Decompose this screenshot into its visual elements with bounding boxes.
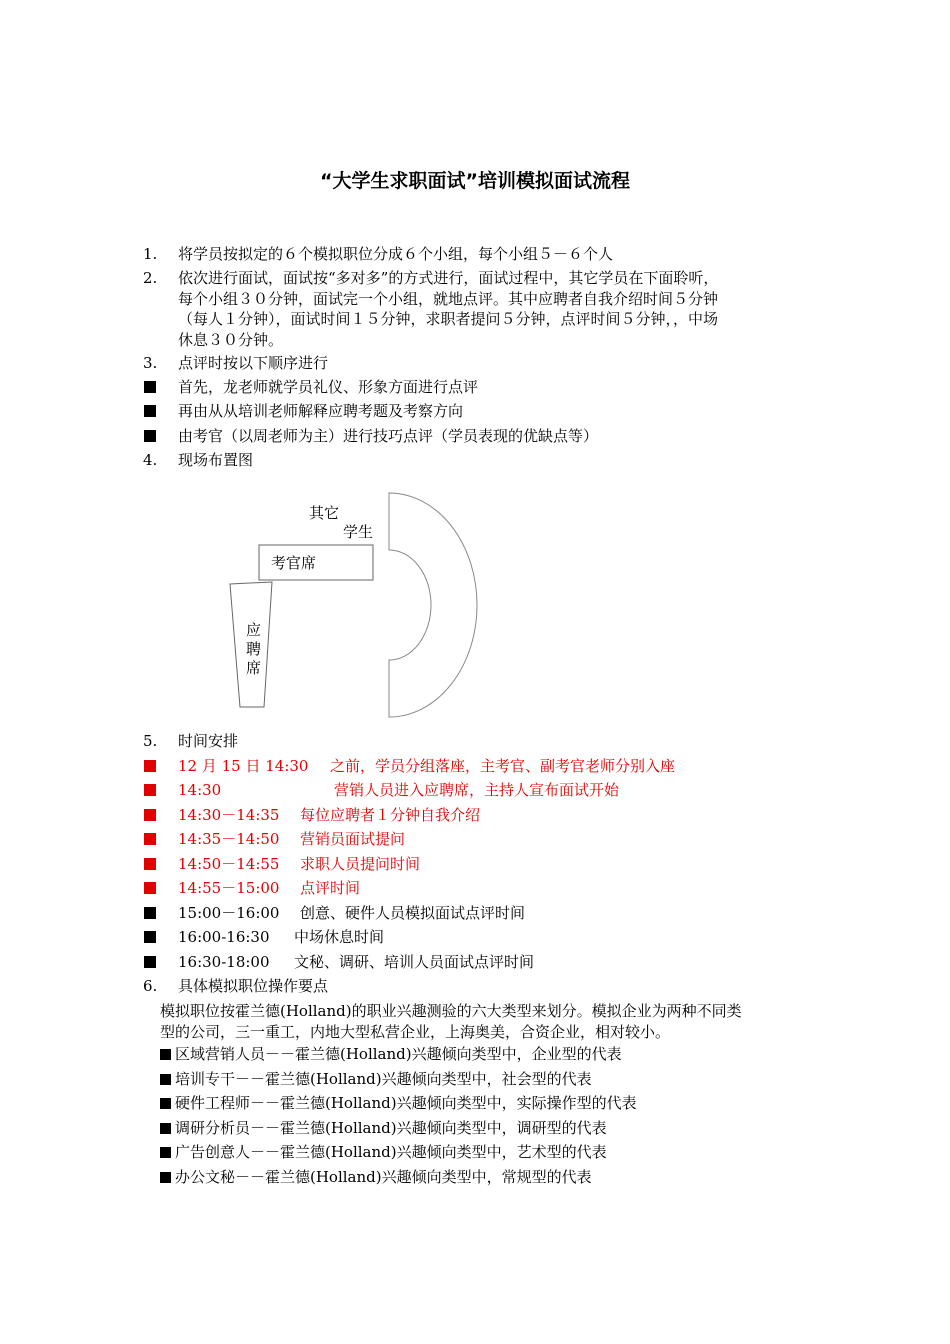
step-number: 1. [143,245,158,263]
examiner-seat-label: 考官席 [271,554,317,572]
step-number: 4. [143,451,158,469]
step-2-line-2: 每个小组３０分钟，面试完一个小组，就地点评。其中应聘者自我介绍时间５分钟 [178,290,719,308]
step-2-line-1: 依次进行面试，面试按“多对多”的方式进行，面试过程中，其它学员在下面聆听， [178,269,719,287]
step-2-line-3: （每人１分钟），面试时间１５分钟，求职者提问５分钟，点评时间５分钟，，中场 [178,310,719,328]
positions-intro-line-2: 型的公司，三一重工，内地大型私营企业，上海奥美，合资企业，相对较小。 [160,1023,671,1041]
position-item: 办公文秘－－霍兰德(Holland)兴趣倾向类型中，常规型的代表 [160,1167,592,1188]
position-item: 调研分析员－－霍兰德(Holland)兴趣倾向类型中，调研型的代表 [160,1118,607,1139]
step-text: 将学员按拟定的６个模拟职位分成６个小组，每个小组５－６个人 [178,245,614,263]
other-students-label-2: 学生 [343,523,374,541]
bullet-square [144,784,156,796]
step-text: 具体模拟职位操作要点 [178,977,329,995]
positions-intro-line-1: 模拟职位按霍兰德(Holland)的职业兴趣测验的六大类型来划分。模拟企业为两种不同类 [160,1002,742,1020]
schedule-desc: 创意、硬件人员模拟面试点评时间 [300,904,526,922]
review-item: 首先，龙老师就学员礼仪、形象方面进行点评 [178,378,479,396]
schedule-time: 14:35－14:50 [178,830,280,848]
bullet-square [144,760,156,772]
bullet-square [160,1172,171,1183]
step-text: 现场布置图 [178,451,254,469]
applicant-seat-label: 聘 [246,640,262,658]
step-number: 3. [143,354,158,372]
position-item: 区域营销人员－－霍兰德(Holland)兴趣倾向类型中，企业型的代表 [160,1044,622,1065]
review-item: 再由从从培训老师解释应聘考题及考察方向 [178,402,464,420]
position-item: 培训专干－－霍兰德(Holland)兴趣倾向类型中，社会型的代表 [160,1069,592,1090]
schedule-desc: 每位应聘者１分钟自我介绍 [300,806,481,824]
schedule-time: 16:30-18:00 [178,953,270,971]
schedule-desc: 求职人员提问时间 [300,855,421,873]
bullet-square [160,1074,171,1085]
page-title: “大学生求职面试”培训模拟面试流程 [320,170,630,192]
bullet-square [160,1098,171,1109]
step-text: 点评时按以下顺序进行 [178,354,329,372]
schedule-time: 15:00－16:00 [178,904,280,922]
applicant-seat-label: 应 [246,621,262,639]
schedule-time: 12 月 15 日 14:30 [178,757,309,775]
bullet-square [160,1147,171,1158]
bullet-square [144,858,156,870]
schedule-desc: 点评时间 [300,879,361,897]
bullet-square [144,882,156,894]
audience-arc [389,493,477,717]
schedule-desc: 营销员面试提问 [300,830,406,848]
schedule-desc: 中场休息时间 [294,928,385,946]
step-number: 2. [143,269,158,287]
bullet-square [160,1049,171,1060]
bullet-square [144,833,156,845]
schedule-time: 14:50－14:55 [178,855,280,873]
schedule-time: 14:55－15:00 [178,879,280,897]
schedule-time: 16:00-16:30 [178,928,270,946]
position-item: 硬件工程师－－霍兰德(Holland)兴趣倾向类型中，实际操作型的代表 [160,1093,637,1114]
other-students-label-1: 其它 [309,504,340,522]
schedule-time: 14:30－14:35 [178,806,280,824]
bullet-square [144,931,156,943]
schedule-desc: 之前，学员分组落座，主考官、副考官老师分别入座 [330,757,676,775]
bullet-square [144,809,156,821]
review-item: 由考官（以周老师为主）进行技巧点评（学员表现的优缺点等） [178,427,599,445]
bullet-square [144,956,156,968]
schedule-desc: 文秘、调研、培训人员面试点评时间 [294,953,535,971]
step-number: 6. [143,977,158,995]
bullet-square [160,1123,171,1134]
step-text: 时间安排 [178,732,239,750]
step-2-line-4: 休息３０分钟。 [178,331,284,349]
bullet-square [144,907,156,919]
step-number: 5. [143,732,158,750]
schedule-time: 14:30 [178,781,222,799]
schedule-desc: 营销人员进入应聘席，主持人宣布面试开始 [334,781,620,799]
position-item: 广告创意人－－霍兰德(Holland)兴趣倾向类型中，艺术型的代表 [160,1142,607,1163]
applicant-seat-label: 席 [246,659,262,677]
